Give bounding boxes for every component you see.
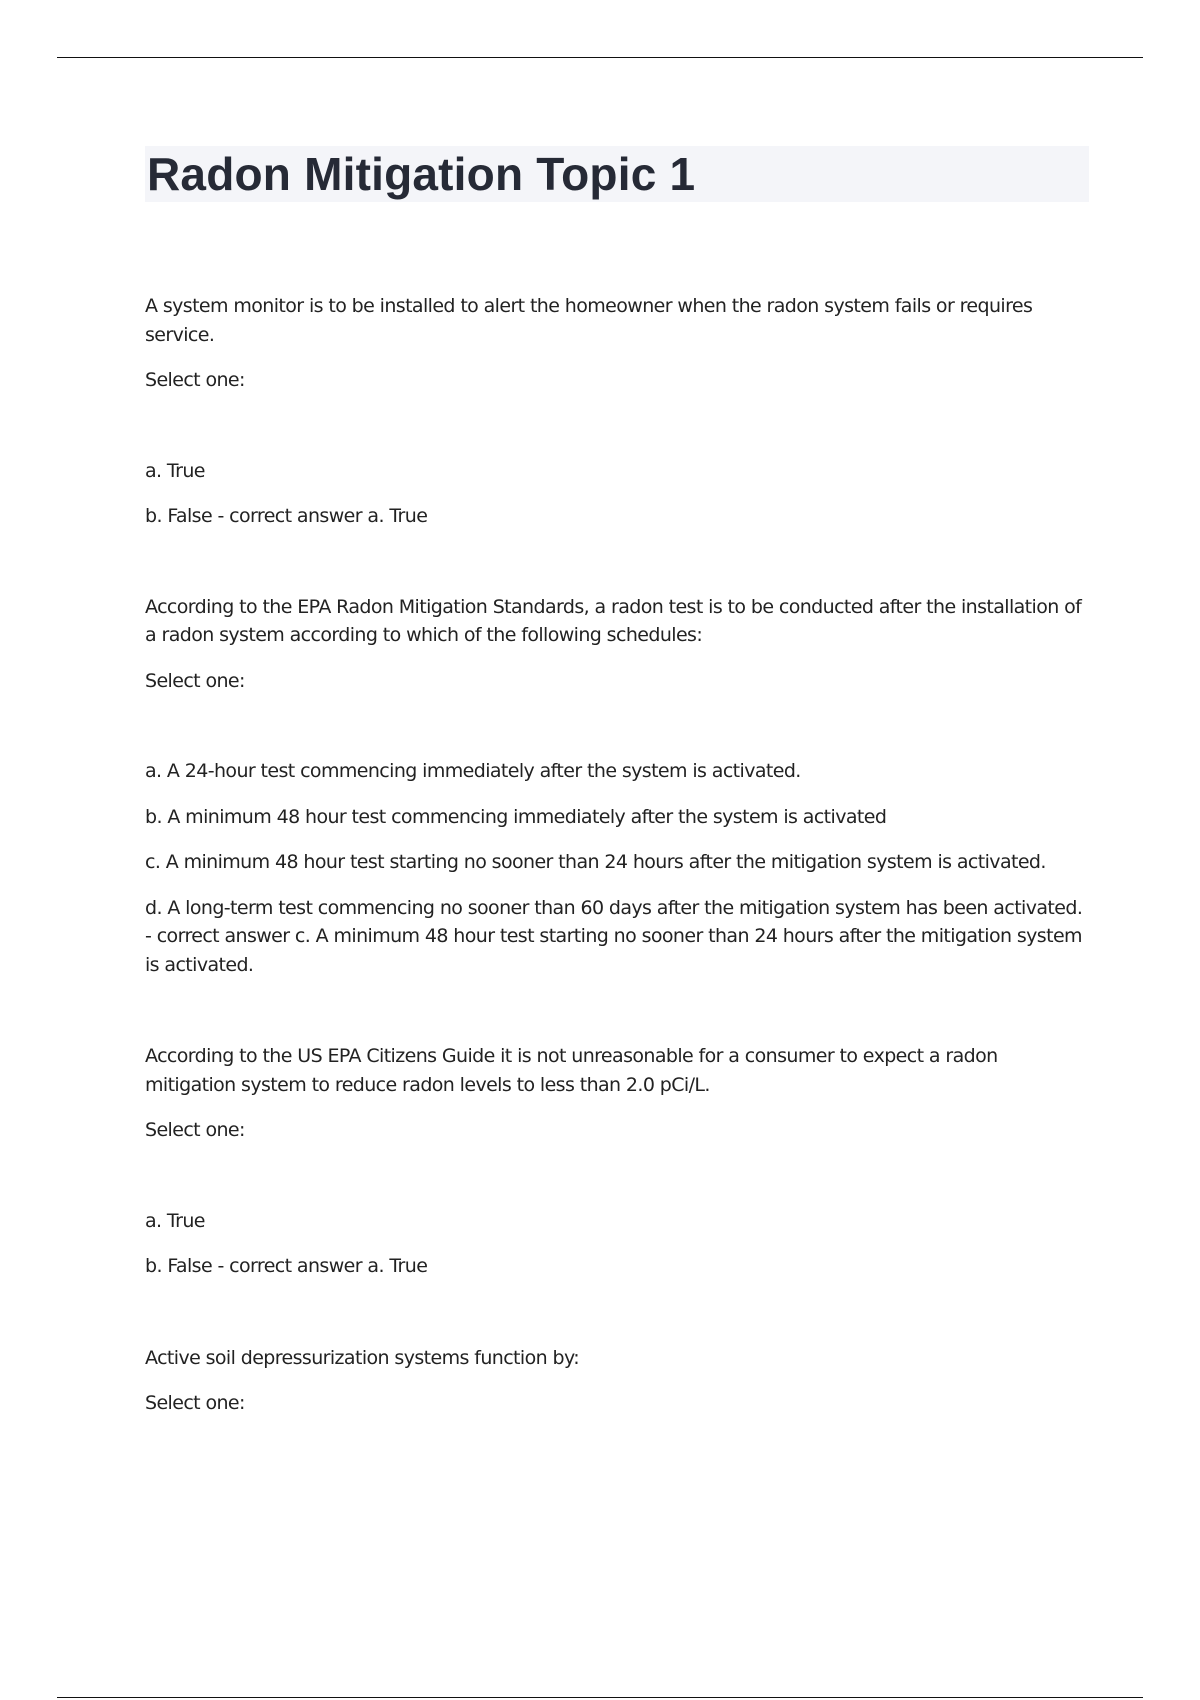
question-3-option-b: b. False - correct answer a. True xyxy=(145,1255,428,1277)
question-1-option-b: b. False - correct answer a. True xyxy=(145,505,428,527)
question-3 xyxy=(145,1042,1090,1281)
question-3-text: According to the US EPA Citizens Guide it is not unreasonable for a consumer to expect a radon mitigation system to reduce radon levels to less than 2.0 pCi/L. xyxy=(145,1045,998,1096)
question-2 xyxy=(145,593,1090,980)
question-1 xyxy=(145,292,1090,531)
footer-rule xyxy=(57,1697,1143,1698)
question-1-text: A system monitor is to be installed to alert the homeowner when the radon system fails or requires service. xyxy=(145,295,1033,346)
question-4 xyxy=(145,1344,1090,1418)
question-3-select-label: Select one: xyxy=(145,1119,245,1141)
question-2-text: According to the EPA Radon Mitigation Standards, a radon test is to be conducted after the installation of a radon system according to which of the following schedules: xyxy=(145,595,1082,646)
question-4-text: Active soil depressurization systems function by: xyxy=(145,1346,580,1369)
question-1-select-label: Select one: xyxy=(145,369,245,391)
question-3-option-a: a. True xyxy=(145,1209,205,1232)
document-body xyxy=(145,292,1090,1418)
question-2-option-b: b. A minimum 48 hour test commencing immediately after the system is activated xyxy=(145,805,887,828)
question-2-option-a: a. A 24-hour test commencing immediately after the system is activated. xyxy=(145,760,801,782)
question-2-option-d: d. A long-term test commencing no sooner than 60 days after the mitigation system has been activated. - correct answer c. A minimum 48 hour test starting no sooner than 24 hours after the mitigation system is activated. xyxy=(145,896,1083,976)
question-2-select-label: Select one: xyxy=(145,669,245,692)
question-4-select-label: Select one: xyxy=(145,1392,245,1414)
header-rule xyxy=(57,57,1143,58)
question-2-option-c: c. A minimum 48 hour test starting no sooner than 24 hours after the mitigation system is activated. xyxy=(145,851,1046,873)
page-title: Radon Mitigation Topic 1 xyxy=(147,148,696,200)
question-1-option-a: a. True xyxy=(145,459,205,482)
